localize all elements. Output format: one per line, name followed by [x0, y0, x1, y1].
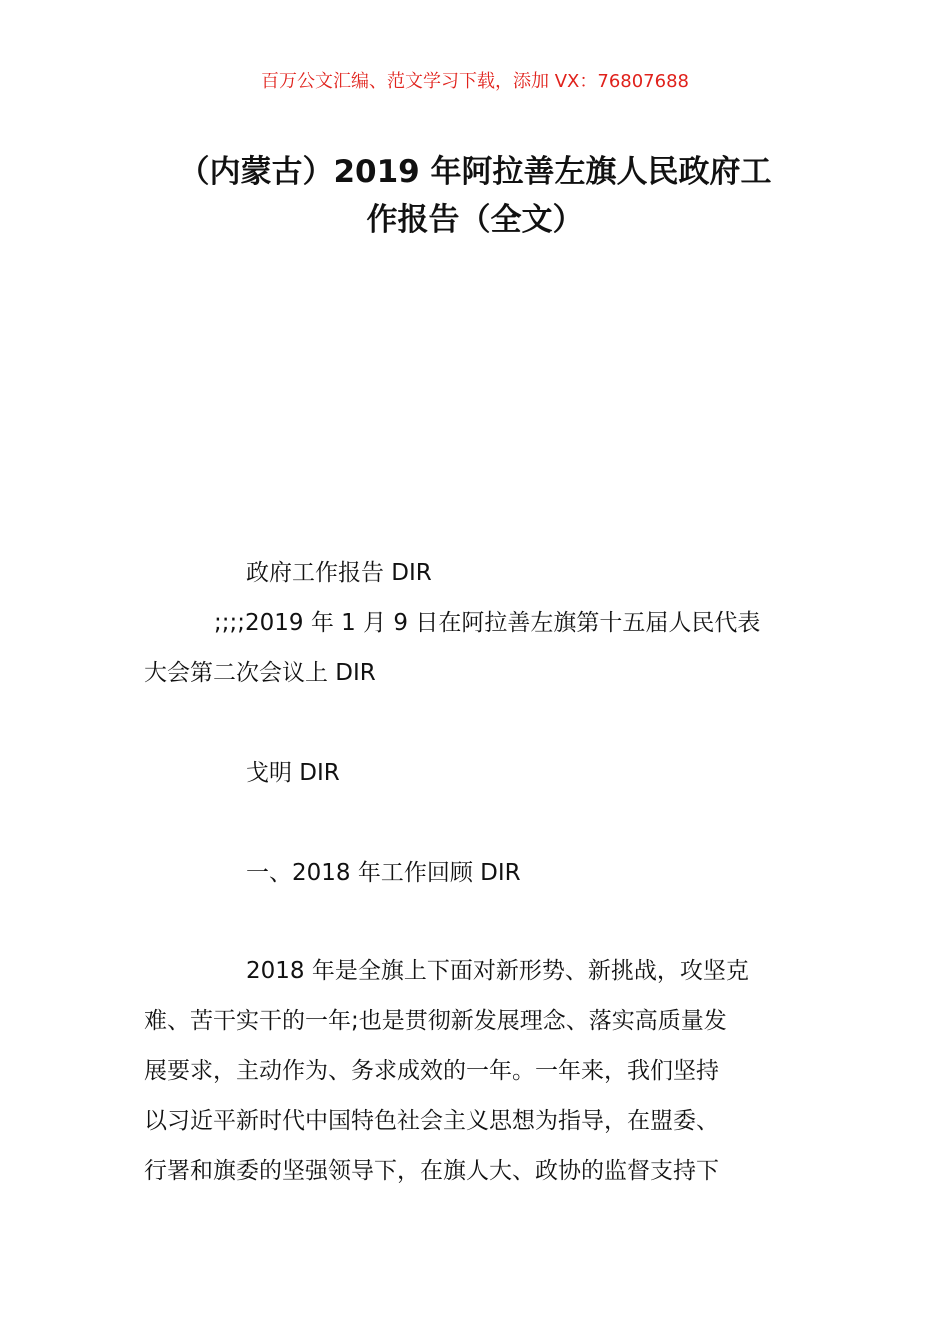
paragraph-review-body — [144, 946, 806, 1196]
paragraph-meeting-info — [144, 598, 806, 698]
header-watermark-note: 百万公文汇编、范文学习下载，添加 VX：76807688 — [261, 71, 689, 92]
section-heading-text: 一、2018 年工作回顾 DIR — [246, 860, 521, 886]
paragraph-line: 以习近平新时代中国特色社会主义思想为指导，在盟委、 — [144, 1108, 719, 1134]
paragraph-speaker — [144, 748, 806, 798]
paragraph-line: 行署和旗委的坚强领导下，在旗人大、政协的监督支持下 — [144, 1158, 719, 1184]
paragraph-line: ;;;;2019 年 1 月 9 日在阿拉善左旗第十五届人民代表 — [214, 610, 761, 636]
paragraph-line: 大会第二次会议上 DIR — [144, 660, 376, 686]
document-title-line-2: 作报告（全文） — [366, 202, 584, 238]
paragraph-text: 政府工作报告 DIR — [246, 560, 432, 586]
section-heading — [144, 848, 806, 898]
paragraph-text: 戈明 DIR — [246, 760, 340, 786]
paragraph-line: 难、苦干实干的一年;也是贯彻新发展理念、落实高质量发 — [144, 1008, 727, 1034]
document-title-line-1: （内蒙古）2019 年阿拉善左旗人民政府工 — [178, 154, 772, 190]
paragraph-line: 展要求，主动作为、务求成效的一年。一年来，我们坚持 — [144, 1058, 719, 1084]
document-title — [140, 148, 810, 244]
paragraph-line: 2018 年是全旗上下面对新形势、新挑战，攻坚克 — [246, 958, 749, 984]
paragraph-report-heading — [144, 548, 806, 598]
